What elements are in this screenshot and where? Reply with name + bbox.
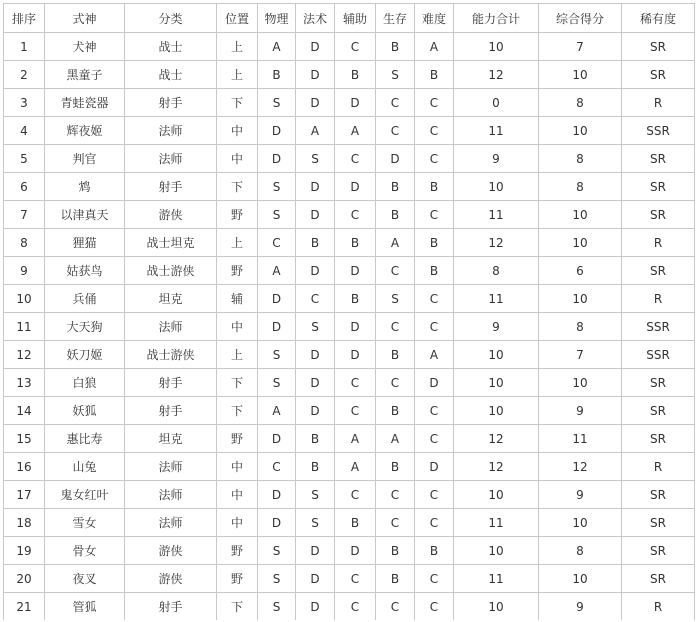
overall-score-cell: 9 — [539, 593, 622, 621]
category-cell: 战士 — [125, 61, 217, 89]
ability-total-cell: 9 — [454, 313, 539, 341]
physical-cell: S — [258, 537, 296, 565]
table-row — [4, 425, 695, 453]
rank-cell: 1 — [4, 33, 45, 61]
survival-cell: B — [376, 201, 415, 229]
rank-cell: 7 — [4, 201, 45, 229]
rank-cell: 9 — [4, 257, 45, 285]
physical-cell: C — [258, 453, 296, 481]
shikigami-name-cell: 骨女 — [45, 537, 125, 565]
ability-total-cell: 10 — [454, 33, 539, 61]
support-cell: C — [335, 565, 376, 593]
magic-cell: D — [296, 537, 335, 565]
rarity-cell: SR — [622, 397, 695, 425]
rarity-cell: SSR — [622, 313, 695, 341]
difficulty-cell: C — [415, 117, 454, 145]
magic-cell: S — [296, 509, 335, 537]
magic-cell: D — [296, 33, 335, 61]
difficulty-cell: C — [415, 565, 454, 593]
position-cell: 辅 — [217, 285, 258, 313]
shikigami-name-cell: 黑童子 — [45, 61, 125, 89]
physical-cell: A — [258, 257, 296, 285]
support-cell: B — [335, 509, 376, 537]
magic-cell: A — [296, 117, 335, 145]
support-cell: B — [335, 285, 376, 313]
table-row — [4, 481, 695, 509]
physical-cell: A — [258, 33, 296, 61]
shikigami-name-cell: 青蛙瓷器 — [45, 89, 125, 117]
category-cell: 战士游侠 — [125, 257, 217, 285]
support-cell: A — [335, 425, 376, 453]
survival-cell: A — [376, 229, 415, 257]
support-cell: D — [335, 89, 376, 117]
survival-cell: S — [376, 61, 415, 89]
ability-total-cell: 11 — [454, 117, 539, 145]
table-row — [4, 201, 695, 229]
shikigami-name-cell: 管狐 — [45, 593, 125, 621]
difficulty-cell: C — [415, 481, 454, 509]
category-cell: 射手 — [125, 173, 217, 201]
ability-total-cell: 10 — [454, 397, 539, 425]
rank-cell: 3 — [4, 89, 45, 117]
survival-cell: C — [376, 89, 415, 117]
shikigami-name-cell: 兵俑 — [45, 285, 125, 313]
position-cell: 中 — [217, 313, 258, 341]
shikigami-ranking-table — [3, 3, 695, 620]
survival-cell: C — [376, 509, 415, 537]
physical-cell: S — [258, 173, 296, 201]
shikigami-name-cell: 犬神 — [45, 33, 125, 61]
physical-cell: S — [258, 565, 296, 593]
category-cell: 游侠 — [125, 565, 217, 593]
ability-total-cell: 12 — [454, 229, 539, 257]
difficulty-cell: B — [415, 173, 454, 201]
ability-total-cell: 10 — [454, 173, 539, 201]
ability-total-cell: 11 — [454, 509, 539, 537]
physical-cell: S — [258, 89, 296, 117]
physical-cell: D — [258, 509, 296, 537]
rarity-cell: SR — [622, 509, 695, 537]
support-cell: C — [335, 593, 376, 621]
difficulty-cell: A — [415, 341, 454, 369]
category-cell: 法师 — [125, 481, 217, 509]
survival-cell: C — [376, 117, 415, 145]
table-row — [4, 537, 695, 565]
difficulty-cell: B — [415, 537, 454, 565]
survival-cell: B — [376, 173, 415, 201]
rarity-cell: SR — [622, 257, 695, 285]
shikigami-name-cell: 姑获鸟 — [45, 257, 125, 285]
category-cell: 法师 — [125, 117, 217, 145]
survival-cell: C — [376, 369, 415, 397]
table-row — [4, 257, 695, 285]
position-cell: 野 — [217, 425, 258, 453]
support-cell: D — [335, 341, 376, 369]
magic-cell: D — [296, 257, 335, 285]
magic-cell: D — [296, 565, 335, 593]
magic-cell: D — [296, 397, 335, 425]
overall-score-cell: 12 — [539, 453, 622, 481]
position-cell: 中 — [217, 117, 258, 145]
rarity-cell: SR — [622, 537, 695, 565]
col-header-magic: 法术 — [296, 4, 335, 33]
category-cell: 坦克 — [125, 285, 217, 313]
magic-cell: D — [296, 369, 335, 397]
table-row — [4, 173, 695, 201]
physical-cell: A — [258, 397, 296, 425]
difficulty-cell: D — [415, 453, 454, 481]
rank-cell: 10 — [4, 285, 45, 313]
difficulty-cell: C — [415, 397, 454, 425]
table-row — [4, 313, 695, 341]
survival-cell: C — [376, 257, 415, 285]
difficulty-cell: C — [415, 145, 454, 173]
support-cell: D — [335, 537, 376, 565]
shikigami-name-cell: 白狼 — [45, 369, 125, 397]
table-row — [4, 453, 695, 481]
difficulty-cell: C — [415, 89, 454, 117]
category-cell: 法师 — [125, 145, 217, 173]
header-row — [4, 4, 695, 33]
overall-score-cell: 10 — [539, 285, 622, 313]
survival-cell: B — [376, 565, 415, 593]
difficulty-cell: A — [415, 33, 454, 61]
support-cell: A — [335, 117, 376, 145]
overall-score-cell: 11 — [539, 425, 622, 453]
rank-cell: 6 — [4, 173, 45, 201]
ability-total-cell: 11 — [454, 201, 539, 229]
survival-cell: A — [376, 425, 415, 453]
physical-cell: C — [258, 229, 296, 257]
rank-cell: 8 — [4, 229, 45, 257]
overall-score-cell: 8 — [539, 173, 622, 201]
survival-cell: C — [376, 313, 415, 341]
table-row — [4, 593, 695, 621]
shikigami-name-cell: 妖刀姬 — [45, 341, 125, 369]
magic-cell: C — [296, 285, 335, 313]
ability-total-cell: 9 — [454, 145, 539, 173]
ability-total-cell: 12 — [454, 425, 539, 453]
rarity-cell: SR — [622, 33, 695, 61]
overall-score-cell: 10 — [539, 369, 622, 397]
support-cell: A — [335, 453, 376, 481]
overall-score-cell: 10 — [539, 229, 622, 257]
category-cell: 游侠 — [125, 537, 217, 565]
position-cell: 下 — [217, 593, 258, 621]
col-header-rarity: 稀有度 — [622, 4, 695, 33]
ability-total-cell: 11 — [454, 565, 539, 593]
rank-cell: 2 — [4, 61, 45, 89]
shikigami-name-cell: 辉夜姬 — [45, 117, 125, 145]
survival-cell: B — [376, 33, 415, 61]
position-cell: 野 — [217, 201, 258, 229]
ability-total-cell: 8 — [454, 257, 539, 285]
physical-cell: S — [258, 341, 296, 369]
support-cell: C — [335, 145, 376, 173]
physical-cell: S — [258, 201, 296, 229]
col-header-physical: 物理 — [258, 4, 296, 33]
difficulty-cell: C — [415, 425, 454, 453]
rarity-cell: R — [622, 453, 695, 481]
overall-score-cell: 8 — [539, 537, 622, 565]
ability-total-cell: 10 — [454, 481, 539, 509]
physical-cell: D — [258, 425, 296, 453]
rank-cell: 4 — [4, 117, 45, 145]
table-row — [4, 369, 695, 397]
physical-cell: D — [258, 313, 296, 341]
rarity-cell: R — [622, 593, 695, 621]
difficulty-cell: C — [415, 313, 454, 341]
table-row — [4, 61, 695, 89]
difficulty-cell: C — [415, 593, 454, 621]
shikigami-name-cell: 判官 — [45, 145, 125, 173]
rarity-cell: SR — [622, 565, 695, 593]
table-row — [4, 89, 695, 117]
difficulty-cell: B — [415, 61, 454, 89]
rank-cell: 13 — [4, 369, 45, 397]
col-header-ability-total: 能力合计 — [454, 4, 539, 33]
position-cell: 上 — [217, 341, 258, 369]
table-row — [4, 145, 695, 173]
category-cell: 战士游侠 — [125, 341, 217, 369]
table-body — [4, 33, 695, 621]
shikigami-name-cell: 妖狐 — [45, 397, 125, 425]
difficulty-cell: D — [415, 369, 454, 397]
overall-score-cell: 8 — [539, 313, 622, 341]
ability-total-cell: 12 — [454, 61, 539, 89]
overall-score-cell: 10 — [539, 565, 622, 593]
category-cell: 射手 — [125, 397, 217, 425]
magic-cell: D — [296, 61, 335, 89]
col-header-difficulty: 难度 — [415, 4, 454, 33]
rank-cell: 17 — [4, 481, 45, 509]
table-row — [4, 341, 695, 369]
survival-cell: C — [376, 481, 415, 509]
position-cell: 上 — [217, 229, 258, 257]
magic-cell: S — [296, 481, 335, 509]
ability-total-cell: 10 — [454, 341, 539, 369]
support-cell: B — [335, 229, 376, 257]
physical-cell: S — [258, 369, 296, 397]
support-cell: C — [335, 201, 376, 229]
rarity-cell: SR — [622, 173, 695, 201]
category-cell: 法师 — [125, 313, 217, 341]
difficulty-cell: B — [415, 257, 454, 285]
overall-score-cell: 6 — [539, 257, 622, 285]
table-row — [4, 565, 695, 593]
physical-cell: S — [258, 593, 296, 621]
magic-cell: S — [296, 145, 335, 173]
position-cell: 上 — [217, 61, 258, 89]
rank-cell: 21 — [4, 593, 45, 621]
survival-cell: C — [376, 593, 415, 621]
rarity-cell: SR — [622, 369, 695, 397]
shikigami-name-cell: 鬼女红叶 — [45, 481, 125, 509]
shikigami-name-cell: 山兔 — [45, 453, 125, 481]
category-cell: 坦克 — [125, 425, 217, 453]
magic-cell: D — [296, 173, 335, 201]
survival-cell: S — [376, 285, 415, 313]
rarity-cell: SR — [622, 61, 695, 89]
table-row — [4, 285, 695, 313]
rank-cell: 20 — [4, 565, 45, 593]
difficulty-cell: C — [415, 285, 454, 313]
support-cell: B — [335, 61, 376, 89]
support-cell: C — [335, 397, 376, 425]
rank-cell: 11 — [4, 313, 45, 341]
support-cell: D — [335, 257, 376, 285]
position-cell: 下 — [217, 397, 258, 425]
support-cell: C — [335, 369, 376, 397]
shikigami-name-cell: 惠比寿 — [45, 425, 125, 453]
physical-cell: D — [258, 117, 296, 145]
col-header-survival: 生存 — [376, 4, 415, 33]
magic-cell: B — [296, 453, 335, 481]
position-cell: 中 — [217, 453, 258, 481]
table-row — [4, 229, 695, 257]
rarity-cell: SSR — [622, 341, 695, 369]
support-cell: C — [335, 481, 376, 509]
col-header-overall-score: 综合得分 — [539, 4, 622, 33]
rank-cell: 19 — [4, 537, 45, 565]
rarity-cell: SR — [622, 425, 695, 453]
category-cell: 射手 — [125, 593, 217, 621]
table-row — [4, 33, 695, 61]
difficulty-cell: C — [415, 201, 454, 229]
position-cell: 下 — [217, 89, 258, 117]
ability-total-cell: 0 — [454, 89, 539, 117]
position-cell: 下 — [217, 369, 258, 397]
category-cell: 射手 — [125, 89, 217, 117]
shikigami-name-cell: 夜叉 — [45, 565, 125, 593]
survival-cell: B — [376, 453, 415, 481]
rank-cell: 18 — [4, 509, 45, 537]
overall-score-cell: 9 — [539, 481, 622, 509]
difficulty-cell: B — [415, 229, 454, 257]
ability-total-cell: 10 — [454, 593, 539, 621]
rarity-cell: R — [622, 285, 695, 313]
shikigami-name-cell: 狸猫 — [45, 229, 125, 257]
position-cell: 中 — [217, 509, 258, 537]
shikigami-name-cell: 雪女 — [45, 509, 125, 537]
physical-cell: D — [258, 285, 296, 313]
overall-score-cell: 8 — [539, 145, 622, 173]
ability-total-cell: 12 — [454, 453, 539, 481]
table-row — [4, 117, 695, 145]
category-cell: 射手 — [125, 369, 217, 397]
position-cell: 野 — [217, 257, 258, 285]
col-header-support: 辅助 — [335, 4, 376, 33]
shikigami-name-cell: 鸩 — [45, 173, 125, 201]
rarity-cell: R — [622, 89, 695, 117]
rarity-cell: SR — [622, 481, 695, 509]
rarity-cell: SR — [622, 145, 695, 173]
rank-cell: 14 — [4, 397, 45, 425]
shikigami-name-cell: 以津真天 — [45, 201, 125, 229]
category-cell: 战士坦克 — [125, 229, 217, 257]
category-cell: 法师 — [125, 453, 217, 481]
ability-total-cell: 10 — [454, 369, 539, 397]
physical-cell: D — [258, 481, 296, 509]
col-header-rank: 排序 — [4, 4, 45, 33]
physical-cell: B — [258, 61, 296, 89]
position-cell: 野 — [217, 537, 258, 565]
overall-score-cell: 10 — [539, 61, 622, 89]
support-cell: D — [335, 173, 376, 201]
rarity-cell: SSR — [622, 117, 695, 145]
table-row — [4, 397, 695, 425]
support-cell: D — [335, 313, 376, 341]
overall-score-cell: 9 — [539, 397, 622, 425]
category-cell: 游侠 — [125, 201, 217, 229]
survival-cell: D — [376, 145, 415, 173]
magic-cell: B — [296, 229, 335, 257]
rank-cell: 16 — [4, 453, 45, 481]
ability-total-cell: 11 — [454, 285, 539, 313]
table-row — [4, 509, 695, 537]
survival-cell: B — [376, 341, 415, 369]
rank-cell: 15 — [4, 425, 45, 453]
rank-cell: 12 — [4, 341, 45, 369]
overall-score-cell: 7 — [539, 341, 622, 369]
position-cell: 中 — [217, 145, 258, 173]
overall-score-cell: 10 — [539, 201, 622, 229]
magic-cell: D — [296, 89, 335, 117]
position-cell: 上 — [217, 33, 258, 61]
position-cell: 野 — [217, 565, 258, 593]
rarity-cell: SR — [622, 201, 695, 229]
survival-cell: B — [376, 537, 415, 565]
overall-score-cell: 10 — [539, 117, 622, 145]
col-header-position: 位置 — [217, 4, 258, 33]
difficulty-cell: C — [415, 509, 454, 537]
magic-cell: D — [296, 593, 335, 621]
col-header-shikigami: 式神 — [45, 4, 125, 33]
col-header-category: 分类 — [125, 4, 217, 33]
position-cell: 中 — [217, 481, 258, 509]
physical-cell: D — [258, 145, 296, 173]
ability-total-cell: 10 — [454, 537, 539, 565]
magic-cell: D — [296, 341, 335, 369]
shikigami-name-cell: 大天狗 — [45, 313, 125, 341]
support-cell: C — [335, 33, 376, 61]
survival-cell: B — [376, 397, 415, 425]
overall-score-cell: 7 — [539, 33, 622, 61]
magic-cell: S — [296, 313, 335, 341]
overall-score-cell: 10 — [539, 509, 622, 537]
rarity-cell: R — [622, 229, 695, 257]
position-cell: 下 — [217, 173, 258, 201]
category-cell: 法师 — [125, 509, 217, 537]
category-cell: 战士 — [125, 33, 217, 61]
magic-cell: D — [296, 201, 335, 229]
rank-cell: 5 — [4, 145, 45, 173]
overall-score-cell: 8 — [539, 89, 622, 117]
magic-cell: B — [296, 425, 335, 453]
